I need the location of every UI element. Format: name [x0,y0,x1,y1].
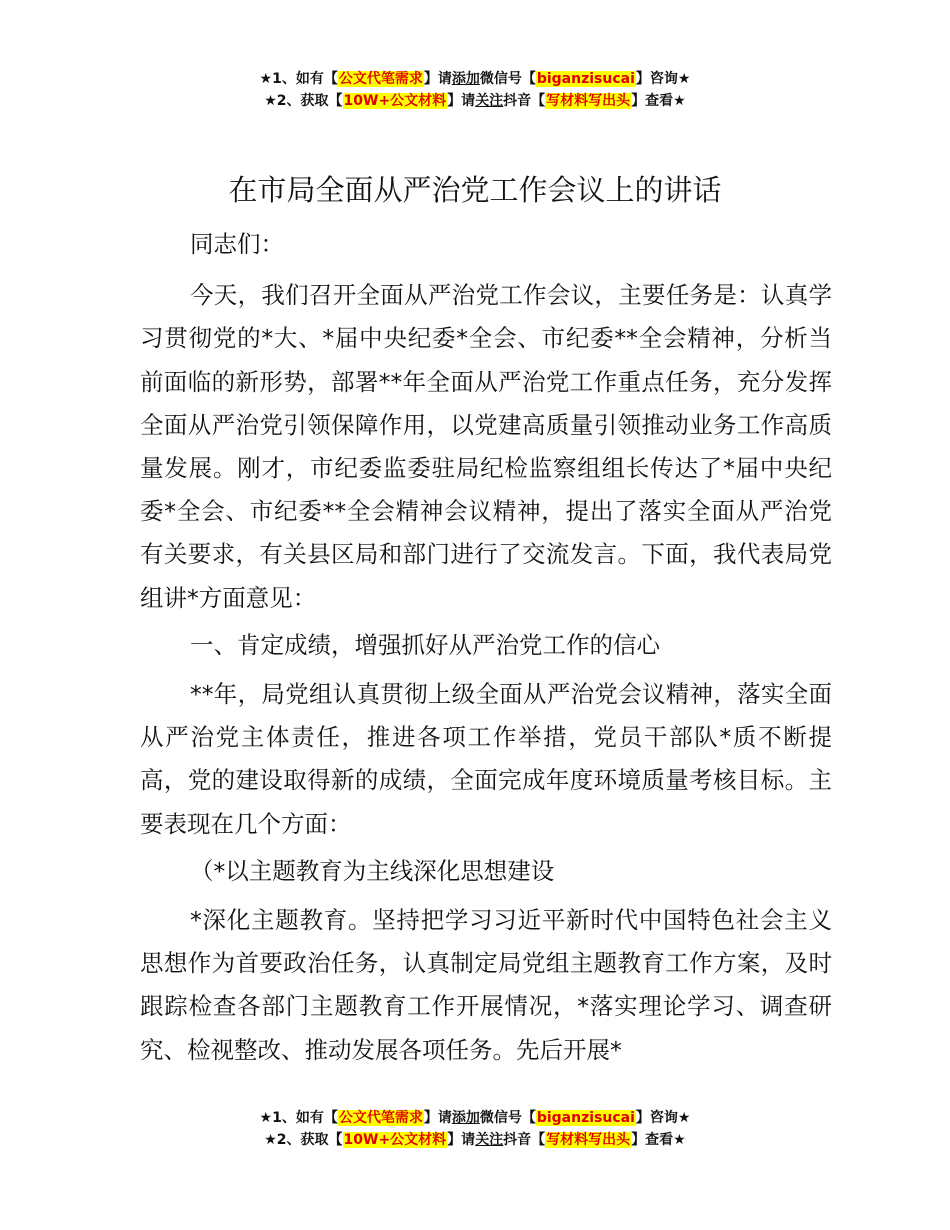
banner-text: 】咨询★ [635,1110,691,1126]
banner-line-1 [0,68,950,90]
paragraph-achievements: **年，局党组认真贯彻上级全面从严治党会议精神，落实全面从严治党主体责任，推进各项工作举措，党员干部队*质不断提高，党的建设取得新的成绩，全面完成年度环境质量考核目标。主要表现在几个方面： [140,680,832,838]
subsection-heading-1: （*以主题教育为主线深化思想建设 [190,856,555,885]
highlight-ghostwriting: 公文代笔需求 [338,71,423,87]
banner-text: 】请 [423,71,452,87]
highlight-douyin-id: 写材料写出头 [546,1132,631,1148]
header-banner [0,68,950,112]
document-title: 在市局全面从严治党工作会议上的讲话 [228,173,722,207]
banner-underlined: 添加 [451,1110,480,1126]
banner-text: 】查看★ [631,93,686,109]
banner-underlined: 添加 [451,71,480,87]
banner-text: ★1、如有【 [259,71,338,87]
banner-line-2 [0,1129,950,1151]
footer-banner [0,1107,950,1151]
highlight-materials: 10W+公文材料 [343,1132,447,1148]
banner-text: ★2、获取【 [264,93,343,109]
highlight-materials: 10W+公文材料 [343,93,447,109]
highlight-wechat-id: biganzisucai [536,71,635,87]
banner-line-1 [0,1107,950,1129]
section-heading-1: 一、肯定成绩，增强抓好从严治党工作的信心 [190,630,660,659]
banner-text: 抖音【 [503,1132,546,1148]
highlight-ghostwriting: 公文代笔需求 [338,1110,423,1126]
banner-text: ★1、如有【 [259,1110,338,1126]
paragraph-theme-education: *深化主题教育。坚持把学习习近平新时代中国特色社会主义思想作为首要政治任务，认真制定局党组主题教育工作方案，及时跟踪检查各部门主题教育工作开展情况，*落实理论学习、调查研究、检视整改、推动发展各项任务。先后开展* [140,906,832,1064]
banner-underlined: 关注 [475,1132,504,1148]
banner-text: 】咨询★ [635,71,691,87]
banner-text: 微信号【 [479,1110,536,1126]
banner-text: 微信号【 [479,71,536,87]
banner-text: ★2、获取【 [264,1132,343,1148]
highlight-douyin-id: 写材料写出头 [546,93,631,109]
banner-text: 】请 [423,1110,452,1126]
document-body [140,223,832,1076]
banner-text: 】请 [447,93,476,109]
banner-text: 】查看★ [631,1132,686,1148]
paragraph-intro: 今天，我们召开全面从严治党工作会议，主要任务是：认真学习贯彻党的*大、*届中央纪委*全会、市纪委**全会精神，分析当前面临的新形势，部署**年全面从严治党工作重点任务，充分发挥全面从严治党引领保障作用，以党建高质量引领推动业务工作高质量发展。刚才，市纪委监委驻局纪检监察组组长传达了*届中央纪委*全会、市纪委**全会精神会议精神，提出了落实全面从严治党有关要求，有关县区局和部门进行了交流发言。下面，我代表局党组讲*方面意见： [140,281,832,612]
banner-underlined: 关注 [475,93,504,109]
salutation: 同志们： [190,230,284,258]
banner-text: 】请 [447,1132,476,1148]
highlight-wechat-id: biganzisucai [536,1110,635,1126]
banner-text: 抖音【 [503,93,546,109]
banner-line-2 [0,90,950,112]
